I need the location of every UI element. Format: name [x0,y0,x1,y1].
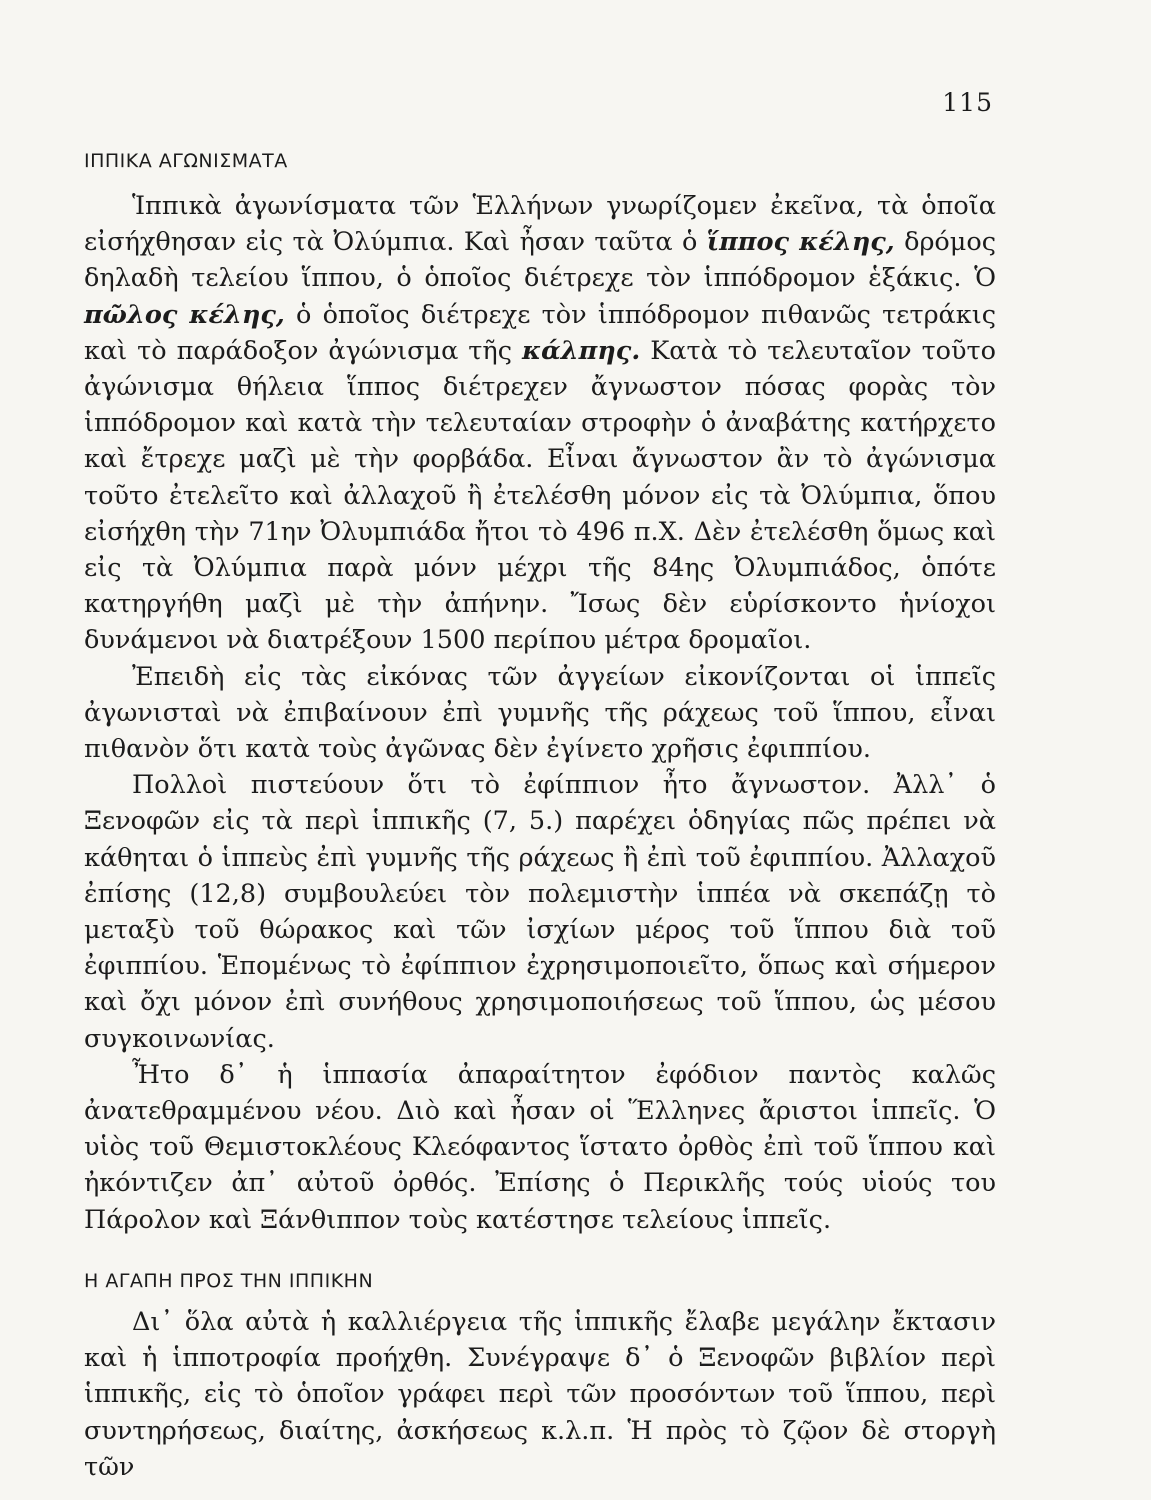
text-run: δρόμος δηλαδὴ τελείου ἵππου, ὁ ὁποῖος διέτρεχε τὸν ἱππόδρομον ἑξάκις. Ὁ [84,227,996,294]
paragraph [84,767,996,1057]
emphasized-term: ἵππος κέλης, [706,227,895,258]
text-run: Κατὰ τὸ τελευταῖον τοῦτο ἀγώνισμα θήλεια ἵππος διέτρεχεν ἄγνωστον πόσας φορὰς τὸν ἱππόδρομον καὶ κατὰ τὴν τελευταίαν στροφὴν ὁ ἀναβάτης κατήρχετο καὶ ἔτρεχε μαζὶ μὲ τὴν φορβάδα. Εἶναι ἄγνωστον ἂν τὸ ἀγώνισμα τοῦτο ἐτελεῖτο καὶ ἀλλαχοῦ ἢ ἐτελέσθη μόνον εἰς τὰ Ὀλύμπια, ὅπου εἰσήχθη τὴν 71ην Ὀλυμπιάδα ἤτοι τὸ 496 π.Χ. Δὲν ἐτελέσθη ὅμως καὶ εἰς τὰ Ὀλύμπια παρὰ μόνν μέχρι τῆς 84ης Ὀλυμπιάδος, ὁπότε κατηργήθη μαζὶ μὲ τὴν ἀπήνην. Ἴσως δὲν εὑρίσκοντο ἡνίοχοι δυνάμενοι νὰ διατρέξουν 1500 περίπου μέτρα δρομαῖοι. [84,335,996,656]
text-run: ὁ ὁποῖος διέτρεχε τὸν ἱππόδρομον πιθανῶς τετράκις καὶ τὸ παράδοξον ἀγώνισμα τῆς [84,299,996,366]
paragraph [84,1057,996,1238]
paragraph [84,188,996,659]
text-run: Ἱππικὰ ἀγωνίσματα τῶν Ἑλλήνων γνωρίζομεν ἐκεῖνα, τὰ ὁποῖα εἰσήχθησαν εἰς τὰ Ὀλύμπια. Καὶ ἦσαν ταῦτα ὁ [84,191,996,258]
paragraph [84,659,996,768]
section-heading-love-of-horsemanship: Η ΑΓΑΠΗ ΠΡΟΣ ΤΗΝ ΙΠΠΙΚΗΝ [84,1270,374,1292]
section-body-love-of-horsemanship [84,1304,996,1485]
emphasized-term: πῶλος κέλης, [84,299,285,330]
section-heading-equestrian-contests: ΙΠΠΙΚΑ ΑΓΩΝΙΣΜΑΤΑ [84,150,288,172]
paragraph [84,1304,996,1485]
emphasized-term: κάλπης. [521,335,641,366]
text-run: Ἦτο δ᾽ ἡ ἱππασία ἀπαραίτητον ἐφόδιον παντὸς καλῶς ἀνατεθραμμένου νέου. Διὸ καὶ ἦσαν οἱ Ἕλληνες ἄριστοι ἱππεῖς. Ὁ υἱὸς τοῦ Θεμιστοκλέους Κλεόφαντος ἵστατο ὀρθὸς ἐπὶ τοῦ ἵππου καὶ ἠκόντιζεν ἀπ᾽ αὐτοῦ ὀρθός. Ἐπίσης ὁ Περικλῆς τούς υἱούς του Πάρολον καὶ Ξάνθιππον τοὺς κατέστησε τελείους ἱππεῖς. [84,1059,996,1235]
page-number: 115 [942,88,993,117]
text-run: Ἐπειδὴ εἰς τὰς εἰκόνας τῶν ἀγγείων εἰκονίζονται οἱ ἱππεῖς ἀγωνισταὶ νὰ ἐπιβαίνουν ἐπὶ γυμνῆς τῆς ράχεως τοῦ ἵππου, εἶναι πιθανὸν ὅτι κατὰ τοὺς ἀγῶνας δὲν ἐγίνετο χρῆσις ἐφιππίου. [84,661,996,765]
text-run: Δι᾽ ὅλα αὐτὰ ἡ καλλιέργεια τῆς ἱππικῆς ἔλαβε μεγάλην ἔκτασιν καὶ ἡ ἱπποτροφία προήχθη. Συνέγραψε δ᾽ ὁ Ξενοφῶν βιβλίον περὶ ἱππικῆς, εἰς τὸ ὁποῖον γράφει περὶ τῶν προσόντων τοῦ ἵππου, περὶ συντηρήσεως, διαίτης, ἀσκήσεως κ.λ.π. Ἡ πρὸς τὸ ζῷον δὲ στοργὴ τῶν [84,1307,996,1482]
text-run: Πολλοὶ πιστεύουν ὅτι τὸ ἐφίππιον ἦτο ἄγνωστον. Ἀλλ᾽ ὁ Ξενοφῶν εἰς τὰ περὶ ἱππικῆς (7, 5.) παρέχει ὁδηγίας πῶς πρέπει νὰ κάθηται ὁ ἱππεὺς ἐπὶ γυμνῆς τῆς ράχεως ἢ ἐπὶ τοῦ ἐφιππίου. Ἀλλαχοῦ ἐπίσης (12,8) συμβουλεύει τὸν πολεμιστὴν ἱππέα νὰ σκεπάζῃ τὸ μεταξὺ τοῦ θώρακος καὶ τῶν ἰσχίων μέρος τοῦ ἵππου διὰ τοῦ ἐφιππίου. Ἑπομένως τὸ ἐφίππιον ἐχρησιμοποιεῖτο, ὅπως καὶ σήμερον καὶ ὄχι μόνον ἐπὶ συνήθους χρησιμοποιήσεως τοῦ ἵππου, ὡς μέσου συγκοινωνίας. [84,770,996,1054]
section-body-equestrian-contests [84,188,996,1238]
